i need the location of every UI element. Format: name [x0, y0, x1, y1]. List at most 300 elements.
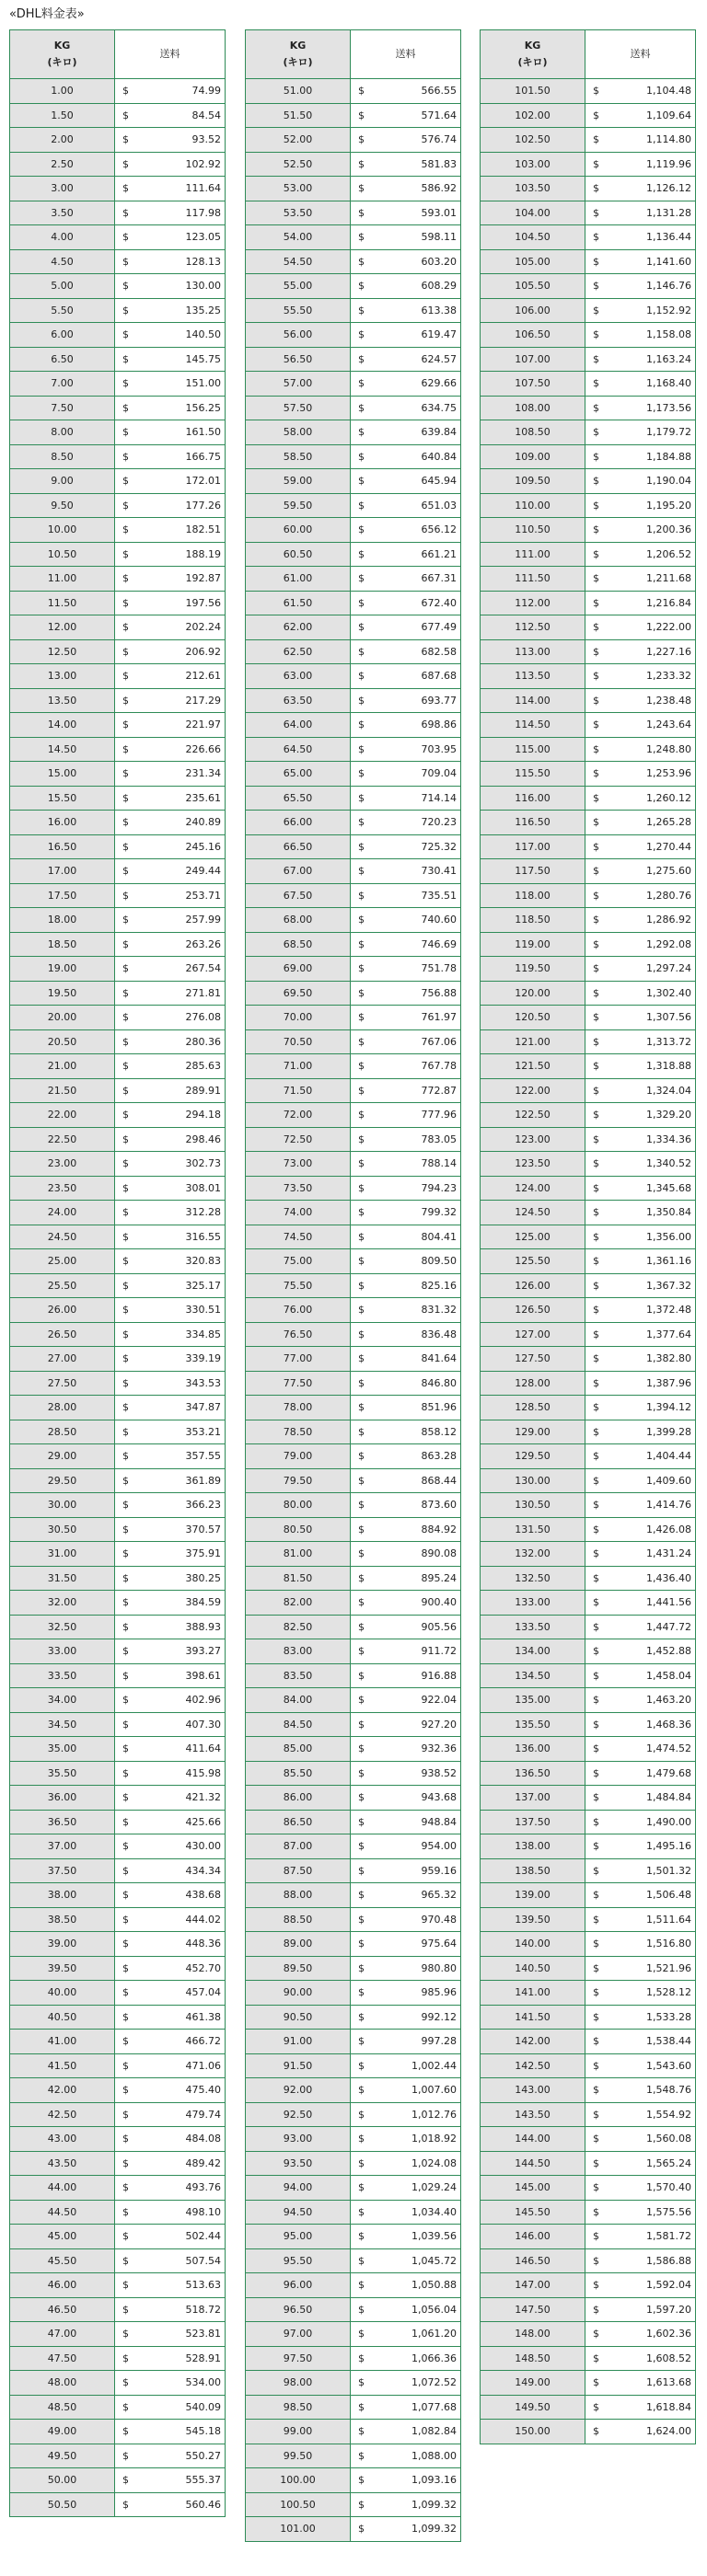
table-row	[246, 2102, 461, 2127]
weight-cell: 3.50	[10, 201, 115, 225]
fee-cell	[585, 591, 696, 615]
fee-amount: 714.14	[421, 791, 457, 804]
fee-amount: 1,056.04	[411, 2303, 457, 2316]
currency-symbol: $	[358, 2181, 365, 2194]
weight-cell: 14.00	[10, 713, 115, 738]
table-row	[481, 2005, 696, 2030]
fee-cell	[585, 2322, 696, 2347]
weight-cell: 29.00	[10, 1444, 115, 1469]
weight-cell: 89.50	[246, 1956, 351, 1981]
kg-header-unit: (キロ)	[47, 56, 77, 68]
currency-symbol: $	[593, 231, 599, 244]
table-row	[481, 834, 696, 859]
table-row	[481, 372, 696, 397]
currency-symbol: $	[593, 2156, 599, 2169]
currency-symbol: $	[593, 1645, 599, 1658]
fee-cell	[115, 1201, 226, 1225]
currency-symbol: $	[122, 1133, 129, 1145]
fee-cell	[351, 2420, 461, 2444]
table-row	[246, 1786, 461, 1811]
fee-cell	[585, 1712, 696, 1737]
weight-cell: 140.00	[481, 1932, 585, 1957]
table-row	[481, 811, 696, 835]
weight-cell: 87.00	[246, 1834, 351, 1859]
currency-symbol: $	[358, 280, 365, 293]
currency-symbol: $	[593, 1499, 599, 1512]
currency-symbol: $	[122, 1230, 129, 1243]
fee-cell	[585, 834, 696, 859]
fee-amount: 545.18	[185, 2425, 221, 2438]
fee-amount: 566.55	[421, 85, 457, 98]
fee-amount: 555.37	[185, 2474, 221, 2487]
currency-symbol: $	[122, 2059, 129, 2072]
table-row	[481, 2322, 696, 2347]
fee-cell	[115, 2102, 226, 2127]
currency-symbol: $	[358, 1401, 365, 1414]
fee-amount: 809.50	[421, 1255, 457, 1268]
fee-cell	[351, 249, 461, 274]
weight-cell: 147.50	[481, 2297, 585, 2322]
currency-symbol: $	[122, 1474, 129, 1487]
fee-amount: 84.54	[191, 109, 221, 121]
fee-amount: 1,275.60	[646, 865, 691, 878]
fee-cell	[115, 762, 226, 787]
fee-amount: 932.36	[421, 1742, 457, 1755]
fee-amount: 366.23	[185, 1499, 221, 1512]
table-row	[481, 469, 696, 494]
fee-amount: 161.50	[185, 426, 221, 439]
table-row	[246, 1347, 461, 1372]
weight-cell: 82.00	[246, 1591, 351, 1616]
table-row	[246, 1103, 461, 1128]
currency-symbol: $	[593, 2400, 599, 2413]
fee-cell	[585, 2346, 696, 2371]
fee-amount: 330.51	[185, 1304, 221, 1317]
currency-symbol: $	[593, 1181, 599, 1194]
table-row	[481, 128, 696, 153]
fee-cell	[351, 1420, 461, 1444]
fee-amount: 302.73	[185, 1157, 221, 1170]
fee-cell	[351, 2102, 461, 2127]
weight-cell: 71.50	[246, 1078, 351, 1103]
fee-amount: 1,280.76	[646, 889, 691, 902]
fee-amount: 502.44	[185, 2230, 221, 2243]
table-row	[246, 591, 461, 615]
fee-amount: 1,200.36	[646, 523, 691, 536]
currency-symbol: $	[122, 1694, 129, 1707]
fee-cell	[585, 567, 696, 592]
currency-symbol: $	[593, 377, 599, 390]
currency-symbol: $	[358, 1450, 365, 1463]
fee-cell	[351, 713, 461, 738]
fee-amount: 1,426.08	[646, 1523, 691, 1535]
table-row	[246, 1956, 461, 1981]
currency-symbol: $	[358, 1035, 365, 1048]
weight-cell: 98.50	[246, 2395, 351, 2420]
fee-amount: 1,436.40	[646, 1571, 691, 1584]
fee-cell	[351, 1444, 461, 1469]
fee-amount: 965.32	[421, 1889, 457, 1902]
weight-cell: 72.00	[246, 1103, 351, 1128]
fee-cell	[351, 323, 461, 348]
currency-symbol: $	[122, 596, 129, 609]
table-row	[10, 152, 226, 177]
fee-cell	[351, 1712, 461, 1737]
weight-cell: 94.50	[246, 2200, 351, 2225]
currency-symbol: $	[358, 206, 365, 219]
fee-cell	[351, 1517, 461, 1542]
fee-amount: 661.21	[421, 547, 457, 560]
weight-cell: 22.50	[10, 1127, 115, 1152]
currency-symbol: $	[122, 1401, 129, 1414]
table-row	[246, 1054, 461, 1079]
fee-cell	[115, 2273, 226, 2298]
weight-cell: 2.00	[10, 128, 115, 153]
table-row	[481, 664, 696, 689]
fee-cell	[115, 591, 226, 615]
fee-amount: 645.94	[421, 475, 457, 488]
fee-cell	[351, 1078, 461, 1103]
currency-symbol: $	[593, 450, 599, 463]
currency-symbol: $	[358, 840, 365, 853]
currency-symbol: $	[122, 255, 129, 268]
table-row	[481, 1298, 696, 1323]
currency-symbol: $	[122, 280, 129, 293]
fee-amount: 1,468.36	[646, 1718, 691, 1731]
table-row	[10, 298, 226, 323]
fee-cell	[351, 811, 461, 835]
fee-amount: 970.48	[421, 1913, 457, 1926]
weight-cell: 85.50	[246, 1761, 351, 1786]
rate-table-1	[9, 29, 226, 2517]
fee-cell	[351, 688, 461, 713]
table-row	[481, 713, 696, 738]
weight-cell: 58.00	[246, 420, 351, 445]
weight-cell: 27.50	[10, 1371, 115, 1396]
table-row	[481, 2371, 696, 2396]
fee-amount: 74.99	[191, 85, 221, 98]
currency-symbol: $	[358, 889, 365, 902]
weight-cell: 78.50	[246, 1420, 351, 1444]
fee-amount: 831.32	[421, 1304, 457, 1317]
table-row	[246, 2517, 461, 2542]
fee-amount: 550.27	[185, 2449, 221, 2462]
table-row	[481, 396, 696, 420]
fee-cell	[585, 396, 696, 420]
weight-cell: 63.50	[246, 688, 351, 713]
weight-cell: 17.50	[10, 883, 115, 908]
weight-cell: 103.00	[481, 152, 585, 177]
fee-amount: 1,292.08	[646, 937, 691, 950]
currency-symbol: $	[122, 182, 129, 195]
fee-amount: 1,104.48	[646, 85, 691, 98]
weight-cell: 108.00	[481, 396, 585, 420]
currency-symbol: $	[593, 2279, 599, 2292]
fee-cell	[585, 1054, 696, 1079]
fee-cell	[351, 2444, 461, 2468]
fee-amount: 285.63	[185, 1060, 221, 1073]
kg-header-label: KG	[53, 40, 71, 52]
fee-cell	[115, 177, 226, 201]
fee-amount: 730.41	[421, 865, 457, 878]
fee-cell	[585, 1468, 696, 1493]
fee-cell	[351, 152, 461, 177]
currency-symbol: $	[358, 1474, 365, 1487]
weight-cell: 143.00	[481, 2078, 585, 2103]
currency-symbol: $	[593, 255, 599, 268]
fee-cell	[115, 1688, 226, 1713]
table-row	[246, 664, 461, 689]
fee-cell	[115, 1615, 226, 1639]
weight-cell: 67.00	[246, 859, 351, 884]
fee-cell	[585, 615, 696, 640]
fee-cell	[585, 2200, 696, 2225]
currency-symbol: $	[358, 1084, 365, 1097]
weight-cell: 149.00	[481, 2371, 585, 2396]
weight-cell: 64.00	[246, 713, 351, 738]
table-row	[246, 1371, 461, 1396]
fee-cell	[351, 396, 461, 420]
weight-cell: 21.50	[10, 1078, 115, 1103]
currency-symbol: $	[358, 352, 365, 365]
weight-cell: 56.50	[246, 347, 351, 372]
fee-cell	[351, 2395, 461, 2420]
fee-amount: 294.18	[185, 1109, 221, 1121]
fee-cell	[585, 2225, 696, 2249]
fee-cell	[115, 2053, 226, 2078]
currency-symbol: $	[122, 1084, 129, 1097]
fee-amount: 1,179.72	[646, 426, 691, 439]
fee-amount: 1,372.48	[646, 1304, 691, 1317]
weight-cell: 43.00	[10, 2127, 115, 2152]
fee-amount: 206.92	[185, 645, 221, 658]
fee-cell	[585, 664, 696, 689]
table-row	[481, 1956, 696, 1981]
currency-symbol: $	[122, 742, 129, 755]
table-row	[246, 1493, 461, 1518]
fee-amount: 1,248.80	[646, 742, 691, 755]
weight-cell: 80.50	[246, 1517, 351, 1542]
weight-cell: 91.50	[246, 2053, 351, 2078]
currency-symbol: $	[593, 2376, 599, 2389]
fee-amount: 1,458.04	[646, 1669, 691, 1682]
fee-cell	[351, 2078, 461, 2103]
fee-amount: 959.16	[421, 1864, 457, 1877]
fee-amount: 448.36	[185, 1938, 221, 1950]
fee-cell	[115, 2322, 226, 2347]
weight-cell: 66.50	[246, 834, 351, 859]
table-row	[246, 1566, 461, 1591]
fee-cell	[115, 1225, 226, 1249]
weight-cell: 92.50	[246, 2102, 351, 2127]
currency-symbol: $	[593, 2181, 599, 2194]
weight-cell: 5.00	[10, 274, 115, 299]
table-row	[10, 811, 226, 835]
fee-cell	[351, 201, 461, 225]
table-row	[246, 567, 461, 592]
fee-amount: 1,324.04	[646, 1084, 691, 1097]
currency-symbol: $	[593, 1815, 599, 1828]
fee-cell	[351, 2322, 461, 2347]
table-row	[10, 713, 226, 738]
fee-amount: 172.01	[185, 475, 221, 488]
weight-cell: 7.50	[10, 396, 115, 420]
table-row	[481, 981, 696, 1006]
currency-symbol: $	[358, 2474, 365, 2487]
currency-symbol: $	[593, 2352, 599, 2364]
fee-cell	[351, 1152, 461, 1177]
fee-cell	[351, 1786, 461, 1811]
rate-table-3	[480, 29, 696, 2444]
table-row	[481, 762, 696, 787]
fee-cell	[585, 1029, 696, 1054]
weight-cell: 108.50	[481, 420, 585, 445]
fee-cell	[115, 1396, 226, 1420]
fee-cell	[585, 957, 696, 982]
fee-amount: 540.09	[185, 2400, 221, 2413]
weight-cell: 111.50	[481, 567, 585, 592]
weight-cell: 64.50	[246, 737, 351, 762]
fee-amount: 415.98	[185, 1766, 221, 1779]
fee-amount: 1,260.12	[646, 791, 691, 804]
weight-cell: 20.00	[10, 1006, 115, 1030]
table-row	[481, 1078, 696, 1103]
weight-cell: 120.00	[481, 981, 585, 1006]
table-row	[481, 444, 696, 469]
fee-amount: 111.64	[185, 182, 221, 195]
table-row	[10, 1127, 226, 1152]
table-row	[481, 908, 696, 933]
table-row	[246, 1517, 461, 1542]
weight-cell: 113.00	[481, 639, 585, 664]
currency-symbol: $	[122, 1596, 129, 1609]
weight-cell: 43.50	[10, 2151, 115, 2176]
fee-cell	[351, 639, 461, 664]
table-row	[481, 1542, 696, 1567]
table-row	[481, 2151, 696, 2176]
currency-symbol: $	[593, 1133, 599, 1145]
weight-cell: 4.50	[10, 249, 115, 274]
table-row	[481, 1981, 696, 2006]
fee-amount: 388.93	[185, 1620, 221, 1633]
fee-amount: 471.06	[185, 2059, 221, 2072]
currency-symbol: $	[358, 2156, 365, 2169]
fee-cell	[585, 737, 696, 762]
currency-symbol: $	[358, 816, 365, 829]
weight-cell: 42.00	[10, 2078, 115, 2103]
table-row	[246, 1029, 461, 1054]
fee-amount: 997.28	[421, 2035, 457, 2048]
fee-cell	[585, 1298, 696, 1323]
table-row	[481, 1396, 696, 1420]
weight-cell: 35.00	[10, 1737, 115, 1762]
currency-symbol: $	[358, 1961, 365, 1974]
weight-cell: 76.00	[246, 1298, 351, 1323]
fee-amount: 586.92	[421, 182, 457, 195]
fee-amount: 357.55	[185, 1450, 221, 1463]
table-row	[246, 1225, 461, 1249]
table-row	[10, 567, 226, 592]
weight-cell: 50.00	[10, 2468, 115, 2493]
fee-cell	[115, 1761, 226, 1786]
weight-cell: 96.50	[246, 2297, 351, 2322]
fee-cell	[351, 737, 461, 762]
fee-amount: 461.38	[185, 2010, 221, 2023]
currency-symbol: $	[593, 1596, 599, 1609]
fee-amount: 1,345.68	[646, 1181, 691, 1194]
fee-amount: 761.97	[421, 1011, 457, 1024]
fee-amount: 1,158.08	[646, 328, 691, 341]
table-row	[481, 225, 696, 250]
fee-cell	[115, 1566, 226, 1591]
fee-cell	[351, 2151, 461, 2176]
currency-symbol: $	[122, 85, 129, 98]
fee-amount: 507.54	[185, 2254, 221, 2267]
fee-cell	[351, 1858, 461, 1883]
weight-cell: 53.50	[246, 201, 351, 225]
fee-cell	[585, 201, 696, 225]
table-row	[481, 1347, 696, 1372]
weight-cell: 36.50	[10, 1810, 115, 1834]
table-row	[10, 1420, 226, 1444]
fee-cell	[585, 1956, 696, 1981]
currency-symbol: $	[358, 2059, 365, 2072]
table-row	[246, 859, 461, 884]
fee-amount: 151.00	[185, 377, 221, 390]
table-row	[10, 1786, 226, 1811]
fee-amount: 1,307.56	[646, 1011, 691, 1024]
weight-cell: 81.50	[246, 1566, 351, 1591]
weight-cell: 12.00	[10, 615, 115, 640]
currency-symbol: $	[122, 937, 129, 950]
fee-cell	[115, 2248, 226, 2273]
weight-cell: 117.00	[481, 834, 585, 859]
weight-cell: 55.50	[246, 298, 351, 323]
table-row	[481, 1249, 696, 1274]
weight-cell: 137.50	[481, 1810, 585, 1834]
weight-cell: 50.50	[10, 2492, 115, 2517]
currency-symbol: $	[122, 1620, 129, 1633]
table-row	[481, 1810, 696, 1834]
weight-cell: 78.00	[246, 1396, 351, 1420]
weight-cell: 68.50	[246, 932, 351, 957]
weight-cell: 106.00	[481, 298, 585, 323]
currency-symbol: $	[593, 596, 599, 609]
fee-amount: 1,479.68	[646, 1766, 691, 1779]
currency-symbol: $	[122, 450, 129, 463]
table-row	[246, 1444, 461, 1469]
fee-amount: 1,548.76	[646, 2084, 691, 2097]
currency-symbol: $	[122, 1060, 129, 1073]
fee-amount: 1,114.80	[646, 133, 691, 146]
fee-cell	[115, 883, 226, 908]
currency-symbol: $	[122, 1669, 129, 1682]
weight-cell: 3.00	[10, 177, 115, 201]
table-row	[10, 2346, 226, 2371]
table-row	[246, 2371, 461, 2396]
currency-symbol: $	[358, 937, 365, 950]
currency-symbol: $	[358, 1060, 365, 1073]
currency-symbol: $	[593, 1035, 599, 1048]
currency-symbol: $	[122, 2156, 129, 2169]
currency-symbol: $	[122, 1328, 129, 1340]
table-row	[246, 1468, 461, 1493]
weight-cell: 70.00	[246, 1006, 351, 1030]
table-row	[246, 2151, 461, 2176]
weight-cell: 1.00	[10, 79, 115, 104]
fee-amount: 1,222.00	[646, 621, 691, 634]
fee-cell	[115, 932, 226, 957]
